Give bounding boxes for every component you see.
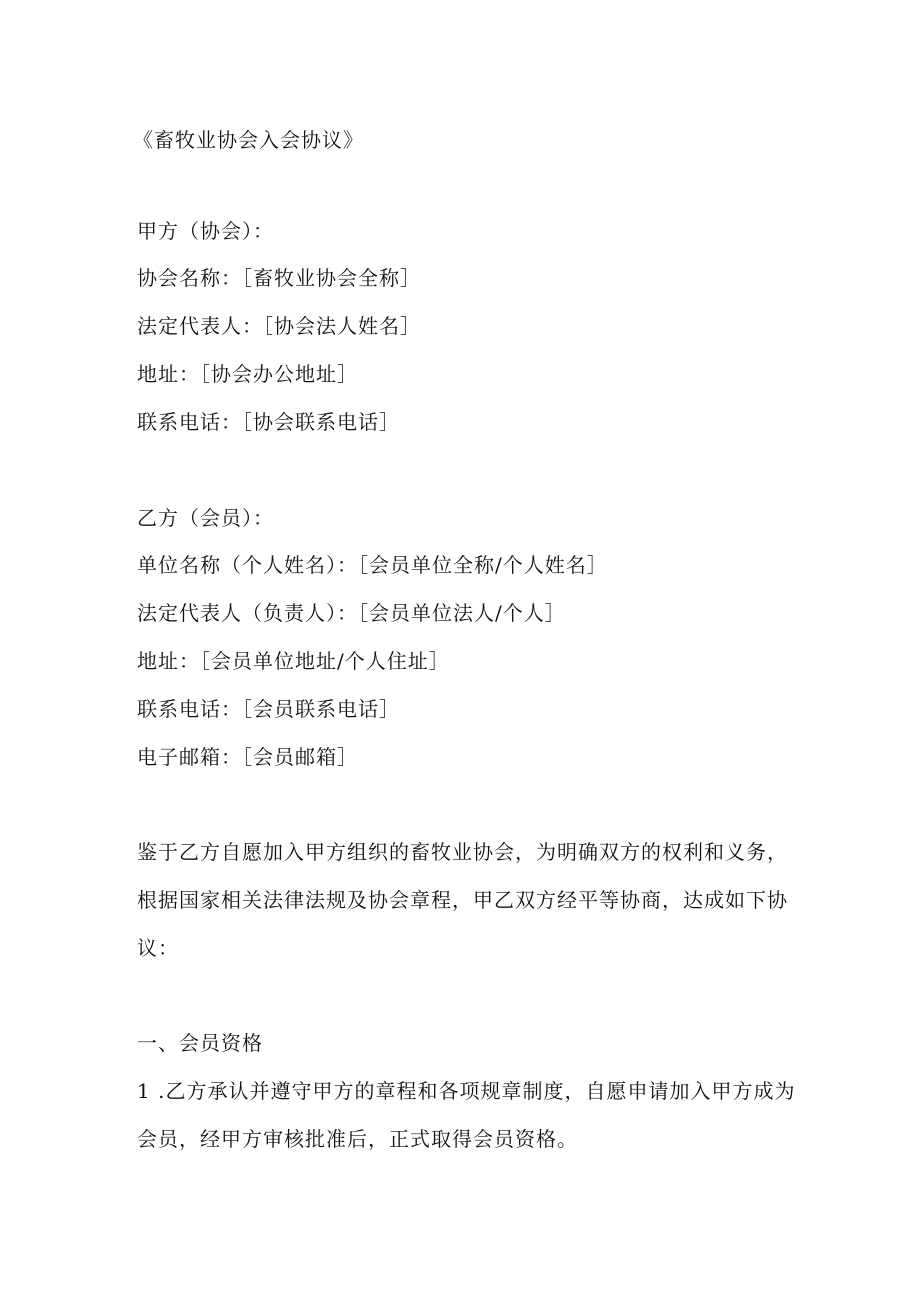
section-1-heading: 一、会员资格 bbox=[137, 1031, 263, 1055]
party-b-address-field: 地址：［会员单位地址/个人住址］ bbox=[137, 649, 450, 673]
party-b-phone-field: 联系电话：［会员联系电话］ bbox=[137, 697, 400, 721]
party-b-representative-field: 法定代表人（负责人）：［会员单位法人/个人］ bbox=[137, 601, 566, 625]
preamble-line: 根据国家相关法律法规及协会章程，甲乙双方经平等协商，达成如下协 bbox=[137, 888, 788, 912]
document-title: 《畜牧业协会入会协议》 bbox=[133, 128, 364, 152]
preamble-line: 鉴于乙方自愿加入甲方组织的畜牧业协会，为明确双方的权利和义务， bbox=[137, 840, 788, 864]
party-b-heading: 乙方（会员）： bbox=[137, 506, 274, 530]
party-b-email-field: 电子邮箱：［会员邮箱］ bbox=[137, 745, 358, 769]
party-b-name-field: 单位名称（个人姓名）：［会员单位全称/个人姓名］ bbox=[137, 553, 608, 577]
preamble-line: 议： bbox=[137, 936, 179, 960]
party-a-name-field: 协会名称：［畜牧业协会全称］ bbox=[137, 266, 421, 290]
party-a-heading: 甲方（协会）： bbox=[137, 219, 274, 243]
clause-line: 1 .乙方承认并遵守甲方的章程和各项规章制度，自愿申请加入甲方成为 bbox=[137, 1079, 796, 1103]
clause-line: 会员，经甲方审核批准后，正式取得会员资格。 bbox=[137, 1127, 578, 1151]
party-a-phone-field: 联系电话：［协会联系电话］ bbox=[137, 410, 400, 434]
section-1-item-1 bbox=[137, 1077, 796, 1173]
party-a-address-field: 地址：［协会办公地址］ bbox=[137, 362, 358, 386]
preamble-paragraph bbox=[137, 838, 787, 982]
party-a-representative-field: 法定代表人：［协会法人姓名］ bbox=[137, 314, 421, 338]
